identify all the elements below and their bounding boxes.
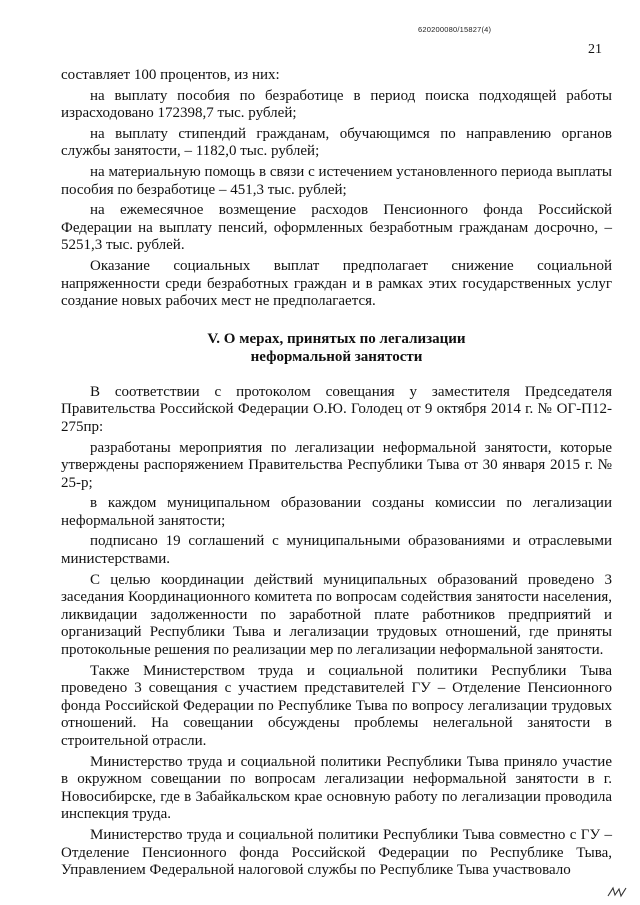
paragraph: в каждом муниципальном образовании созданы комиссии по легализации неформальной занятости; bbox=[61, 495, 612, 529]
paragraph: на ежемесячное возмещение расходов Пенсионного фонда Российской Федерации на выплату пенсий, оформленных безработным гражданам досрочно, – 5251,3 тыс. рублей. bbox=[61, 202, 612, 254]
paragraph: составляет 100 процентов, из них: bbox=[61, 67, 280, 83]
section-title-line: V. О мерах, принятых по легализации bbox=[207, 330, 466, 347]
paragraph: на материальную помощь в связи с истечением установленного периода выплаты пособия по безработице – 451,3 тыс. рублей; bbox=[61, 163, 612, 198]
paragraph: В соответствии с протоколом совещания у заместителя Председателя Правительства Российской Федерации О.Ю. Голодец от 9 октября 2014 г. № ОГ-П12-275пр: bbox=[61, 383, 612, 435]
paragraph: Оказание социальных выплат предполагает снижение социальной напряженности среди безработных граждан и в рамках этих государственных услуг создание новых рабочих мест не предполагается. bbox=[61, 257, 612, 310]
paragraph: на выплату стипендий гражданам, обучающимся по направлению органов службы занятости, – 1182,0 тыс. рублей; bbox=[61, 125, 612, 160]
paragraph: Также Министерством труда и социальной политики Республики Тыва проведено 3 совещания с участием представителей ГУ – Отделение Пенсионного фонда Российской Федерации по Республике Тыва по вопросу легализации трудовых отношений. На совещании обсуждены проблемы нелегальной занятости в строительной отрасли. bbox=[61, 662, 612, 749]
handwritten-initials-mark bbox=[606, 885, 630, 899]
page-number: 21 bbox=[588, 42, 602, 57]
document-code: 620200080/15827(4) bbox=[418, 25, 492, 34]
paragraph: подписано 19 соглашений с муниципальными образованиями и отраслевыми министерствами. bbox=[61, 533, 612, 568]
paragraph: Министерство труда и социальной политики Республики Тыва приняло участие в окружном совещании по вопросам легализации неформальной занятости в г. Новосибирске, где в Забайкальском крае основную работу по легализации проводила инспекция труда. bbox=[61, 753, 612, 823]
document-body bbox=[61, 67, 612, 883]
section-title-line: неформальной занятости bbox=[250, 348, 423, 365]
paragraph: разработаны мероприятия по легализации неформальной занятости, которые утверждены распоряжением Правительства Республики Тыва от 30 января 2015 г. № 25-р; bbox=[61, 439, 612, 491]
paragraph: С целью координации действий муниципальных образований проведено 3 заседания Координационного комитета по вопросам содействия занятости населения, ликвидации задолженности по заработной плате работников предприятий и организаций Республики Тыва и легализации трудовых отношений, где приняты протокольные решения по реализации мер по легализации неформальной занятости. bbox=[61, 571, 612, 659]
paragraph: на выплату пособия по безработице в период поиска подходящей работы израсходовано 172398,7 тыс. рублей; bbox=[61, 87, 612, 122]
section-title bbox=[61, 330, 612, 366]
paragraph: Министерство труда и социальной политики Республики Тыва совместно с ГУ – Отделение Пенсионного фонда Российской Федерации по Республике Тыва, Управлением Федеральной налоговой службы по Республике Тыва участвовало bbox=[61, 826, 612, 879]
